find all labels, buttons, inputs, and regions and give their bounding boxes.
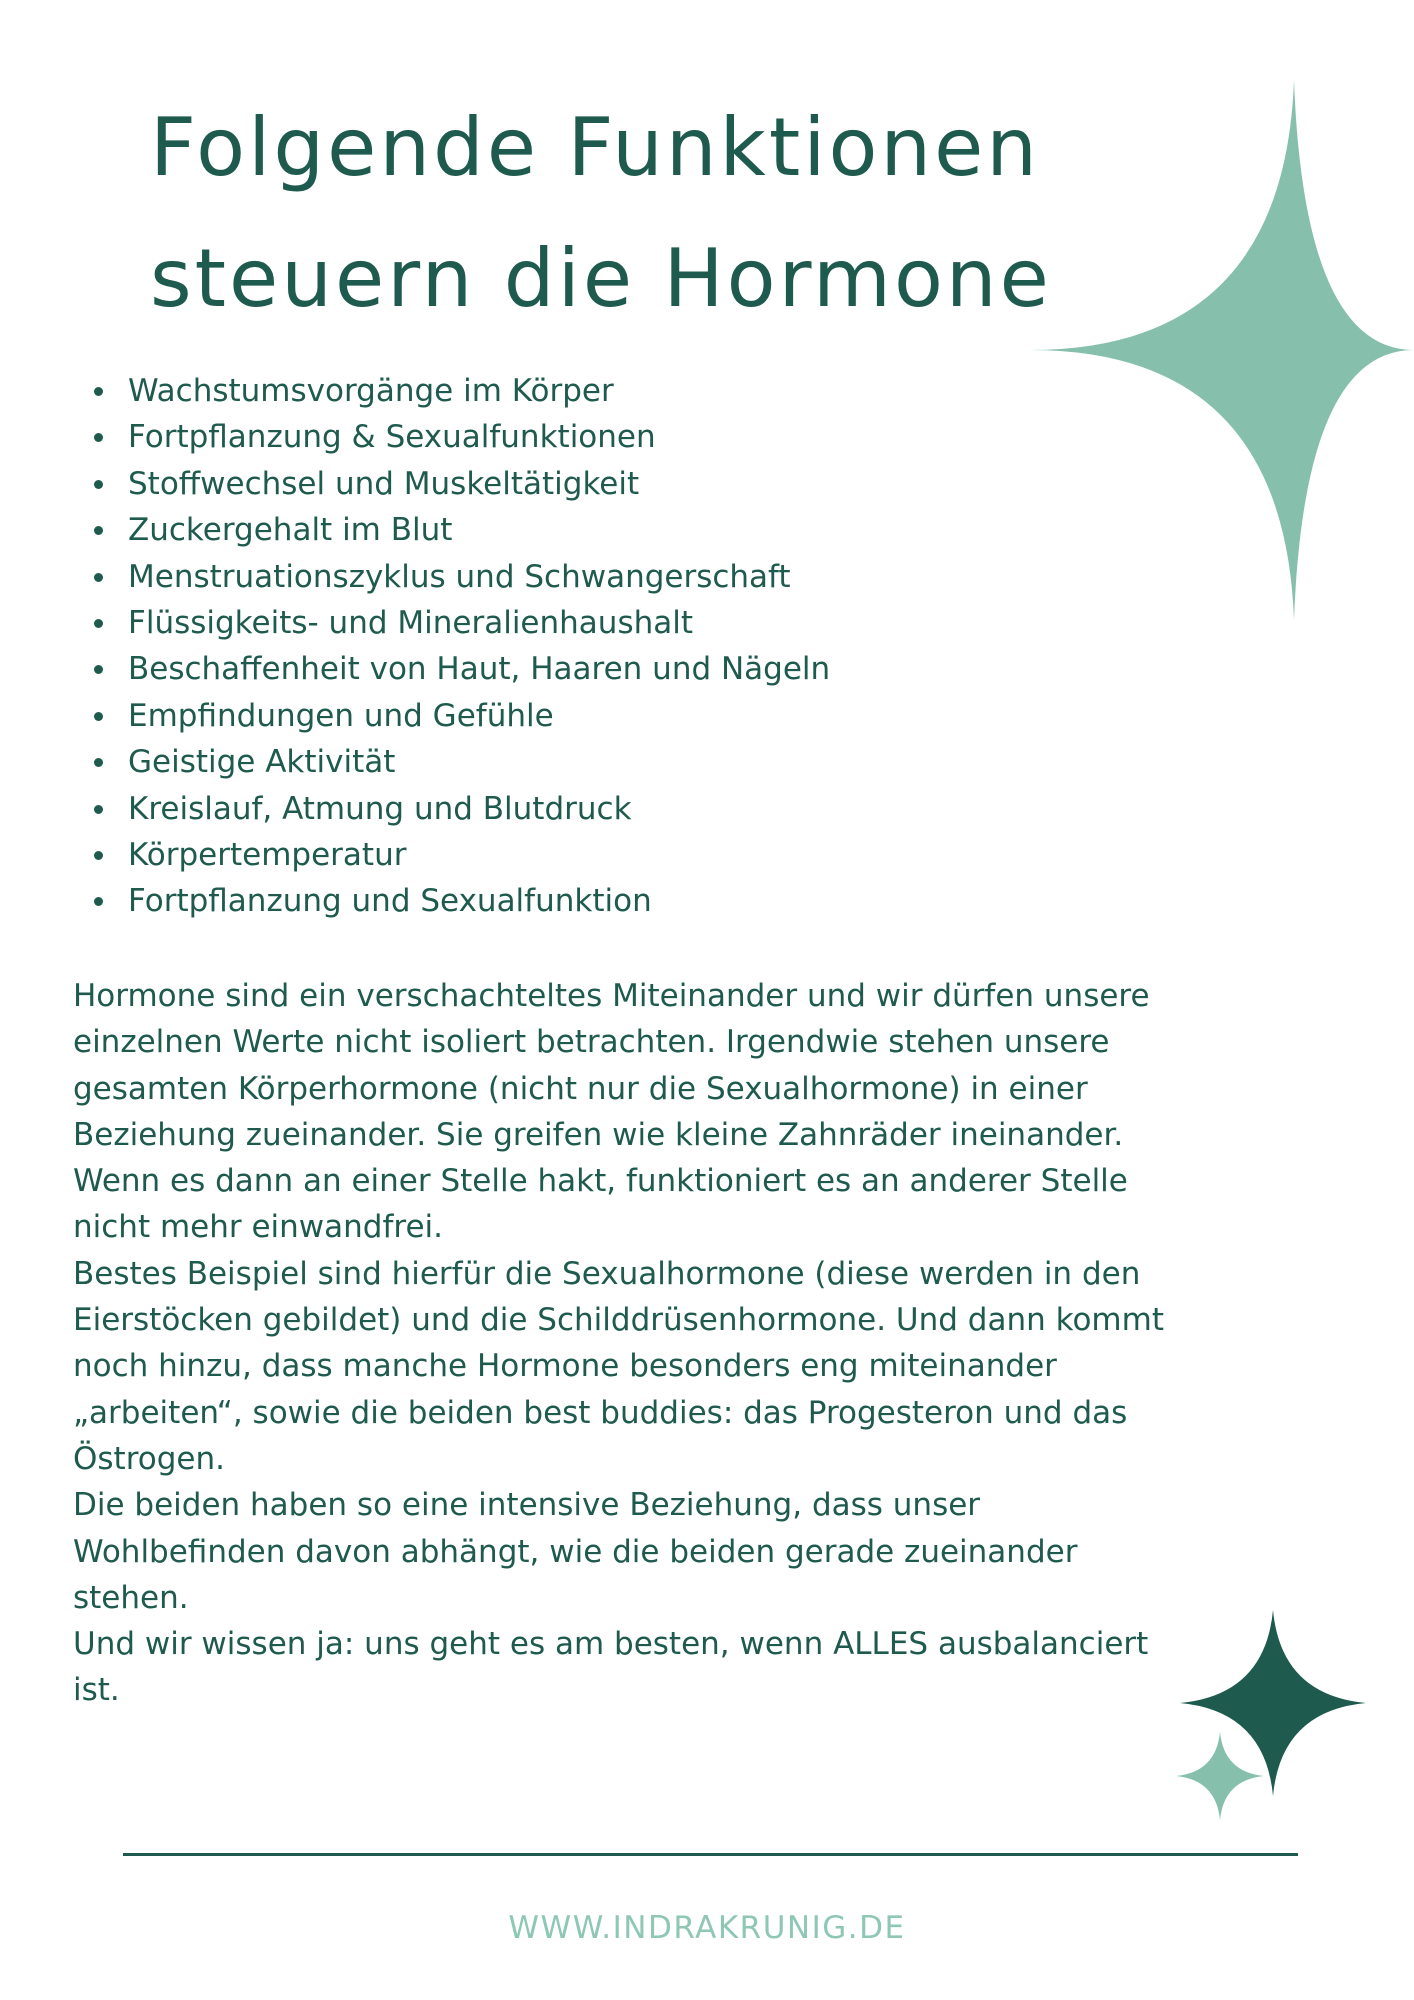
body-line: Östrogen. [73, 1440, 225, 1477]
list-item: Empfindungen und Gefühle [80, 693, 830, 739]
body-line: Die beiden haben so eine intensive Beziehung, dass unser [73, 1487, 981, 1524]
body-line: Eierstöcken gebildet) und die Schilddrüsenhormone. Und dann kommt [73, 1302, 1164, 1339]
list-item: Menstruationszyklus und Schwangerschaft [80, 554, 830, 600]
function-list [80, 368, 830, 925]
footer-divider [123, 1853, 1298, 1856]
list-item: Kreislauf, Atmung und Blutdruck [80, 786, 830, 832]
body-line: Wohlbefinden davon abhängt, wie die beiden gerade zueinander [73, 1533, 1078, 1570]
body-line: „arbeiten“, sowie die beiden best buddies: das Progesteron und das [73, 1394, 1128, 1431]
list-item: Geistige Aktivität [80, 739, 830, 785]
body-line: einzelnen Werte nicht isoliert betrachten. Irgendwie stehen unsere [73, 1024, 1110, 1061]
list-item: Körpertemperatur [80, 832, 830, 878]
small-sparkle-star-icon [1176, 1732, 1264, 1820]
title-line-1: Folgende Funktionen [150, 101, 1041, 194]
list-item: Wachstumsvorgänge im Körper [80, 368, 830, 414]
list-item: Beschaffenheit von Haut, Haaren und Nägeln [80, 646, 830, 692]
list-item: Fortpflanzung & Sexualfunktionen [80, 414, 830, 460]
title-line-2: steuern die Hormone [150, 232, 1052, 325]
body-line: Bestes Beispiel sind hierfür die Sexualhormone (diese werden in den [73, 1255, 1141, 1292]
footer-website: WWW.INDRAKRUNIG.DE [508, 1910, 906, 1946]
list-item: Zuckergehalt im Blut [80, 507, 830, 553]
body-line: gesamten Körperhormone (nicht nur die Sexualhormone) in einer [73, 1070, 1088, 1107]
body-line: stehen. [73, 1579, 189, 1616]
body-line: noch hinzu, dass manche Hormone besonders eng miteinander [73, 1348, 1057, 1385]
page-title [150, 82, 1150, 344]
body-line: nicht mehr einwandfrei. [73, 1209, 444, 1246]
body-line: Wenn es dann an einer Stelle hakt, funktioniert es an anderer Stelle [73, 1163, 1128, 1200]
list-item: Fortpflanzung und Sexualfunktion [80, 878, 830, 924]
body-line: Beziehung zueinander. Sie greifen wie kleine Zahnräder ineinander. [73, 1116, 1124, 1153]
body-line: Hormone sind ein verschachteltes Miteinander und wir dürfen unsere [73, 978, 1150, 1014]
list-item: Flüssigkeits- und Mineralienhaushalt [80, 600, 830, 646]
body-paragraph [73, 973, 1313, 1714]
large-sparkle-star-icon [1030, 80, 1414, 620]
body-line: Und wir wissen ja: uns geht es am besten, wenn ALLES ausbalanciert [73, 1626, 1149, 1663]
body-line: ist. [73, 1672, 120, 1709]
list-item: Stoffwechsel und Muskeltätigkeit [80, 461, 830, 507]
